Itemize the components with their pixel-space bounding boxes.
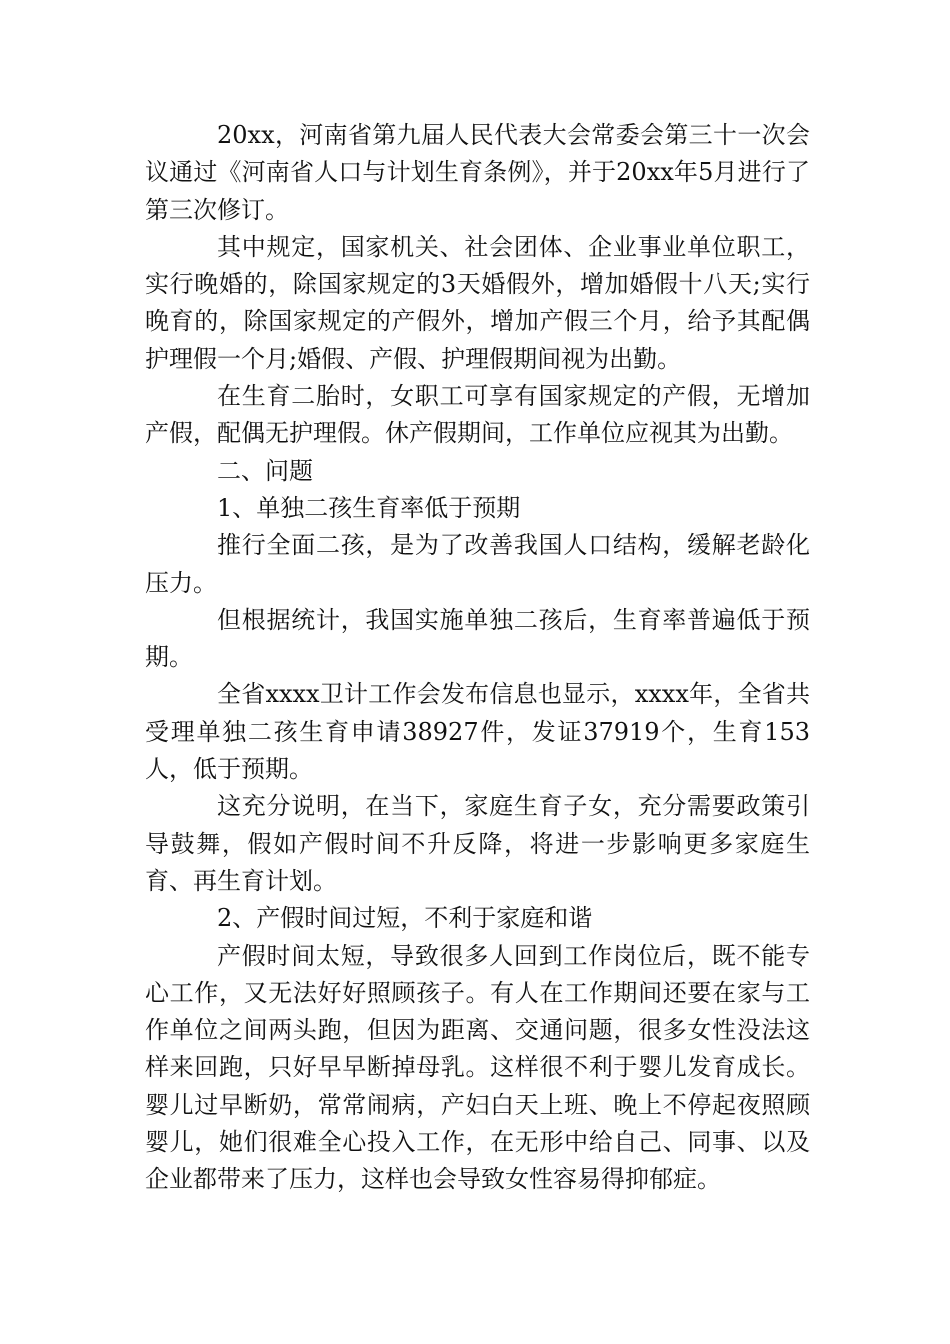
subheading-2: 2、产假时间过短，不利于家庭和谐 bbox=[217, 904, 593, 933]
paragraph-3: 在生育二胎时，女职工可享有国家规定的产假，无增加产假，配偶无护理假。休产假期间，工作单位应视其为出勤。 bbox=[145, 382, 810, 448]
paragraph-1: 20xx，河南省第九届人民代表大会常委会第三十一次会议通过《河南省人口与计划生育条例》，并于20xx年5月进行了第三次修订。 bbox=[145, 121, 810, 224]
paragraph-7: 这充分说明，在当下，家庭生育子女，充分需要政策引导鼓舞，假如产假时间不升反降，将进一步影响更多家庭生育、再生育计划。 bbox=[145, 792, 810, 895]
paragraph-4: 推行全面二孩，是为了改善我国人口结构，缓解老龄化压力。 bbox=[145, 531, 810, 597]
paragraph-6: 全省xxxx卫计工作会发布信息也显示，xxxx年，全省共受理单独二孩生育申请38927件，发证37919个，生育153人，低于预期。 bbox=[145, 680, 810, 784]
paragraph-2: 其中规定，国家机关、社会团体、企业事业单位职工，实行晚婚的，除国家规定的3天婚假外，增加婚假十八天;实行晚育的，除国家规定的产假外，增加产假三个月，给予其配偶护理假一个月;婚假、产假、护理假期间视为出勤。 bbox=[145, 232, 810, 373]
subheading-1: 1、单独二孩生育率低于预期 bbox=[217, 493, 521, 522]
paragraph-8: 产假时间太短，导致很多人回到工作岗位后，既不能专心工作，又无法好好照顾孩子。有人在工作期间还要在家与工作单位之间两头跑，但因为距离、交通问题，很多女性没法这样来回跑，只好早早断掉母乳。这样很不利于婴儿发育成长。婴儿过早断奶，常常闹病，产妇白天上班、晚上不停起夜照顾婴儿，她们很难全心投入工作，在无形中给自己、同事、以及企业都带来了压力，这样也会导致女性容易得抑郁症。 bbox=[145, 941, 810, 1194]
document-body bbox=[145, 117, 810, 1199]
section-heading-problems: 二、问题 bbox=[217, 456, 313, 485]
paragraph-5: 但根据统计，我国实施单独二孩后，生育率普遍低于预期。 bbox=[145, 605, 810, 672]
